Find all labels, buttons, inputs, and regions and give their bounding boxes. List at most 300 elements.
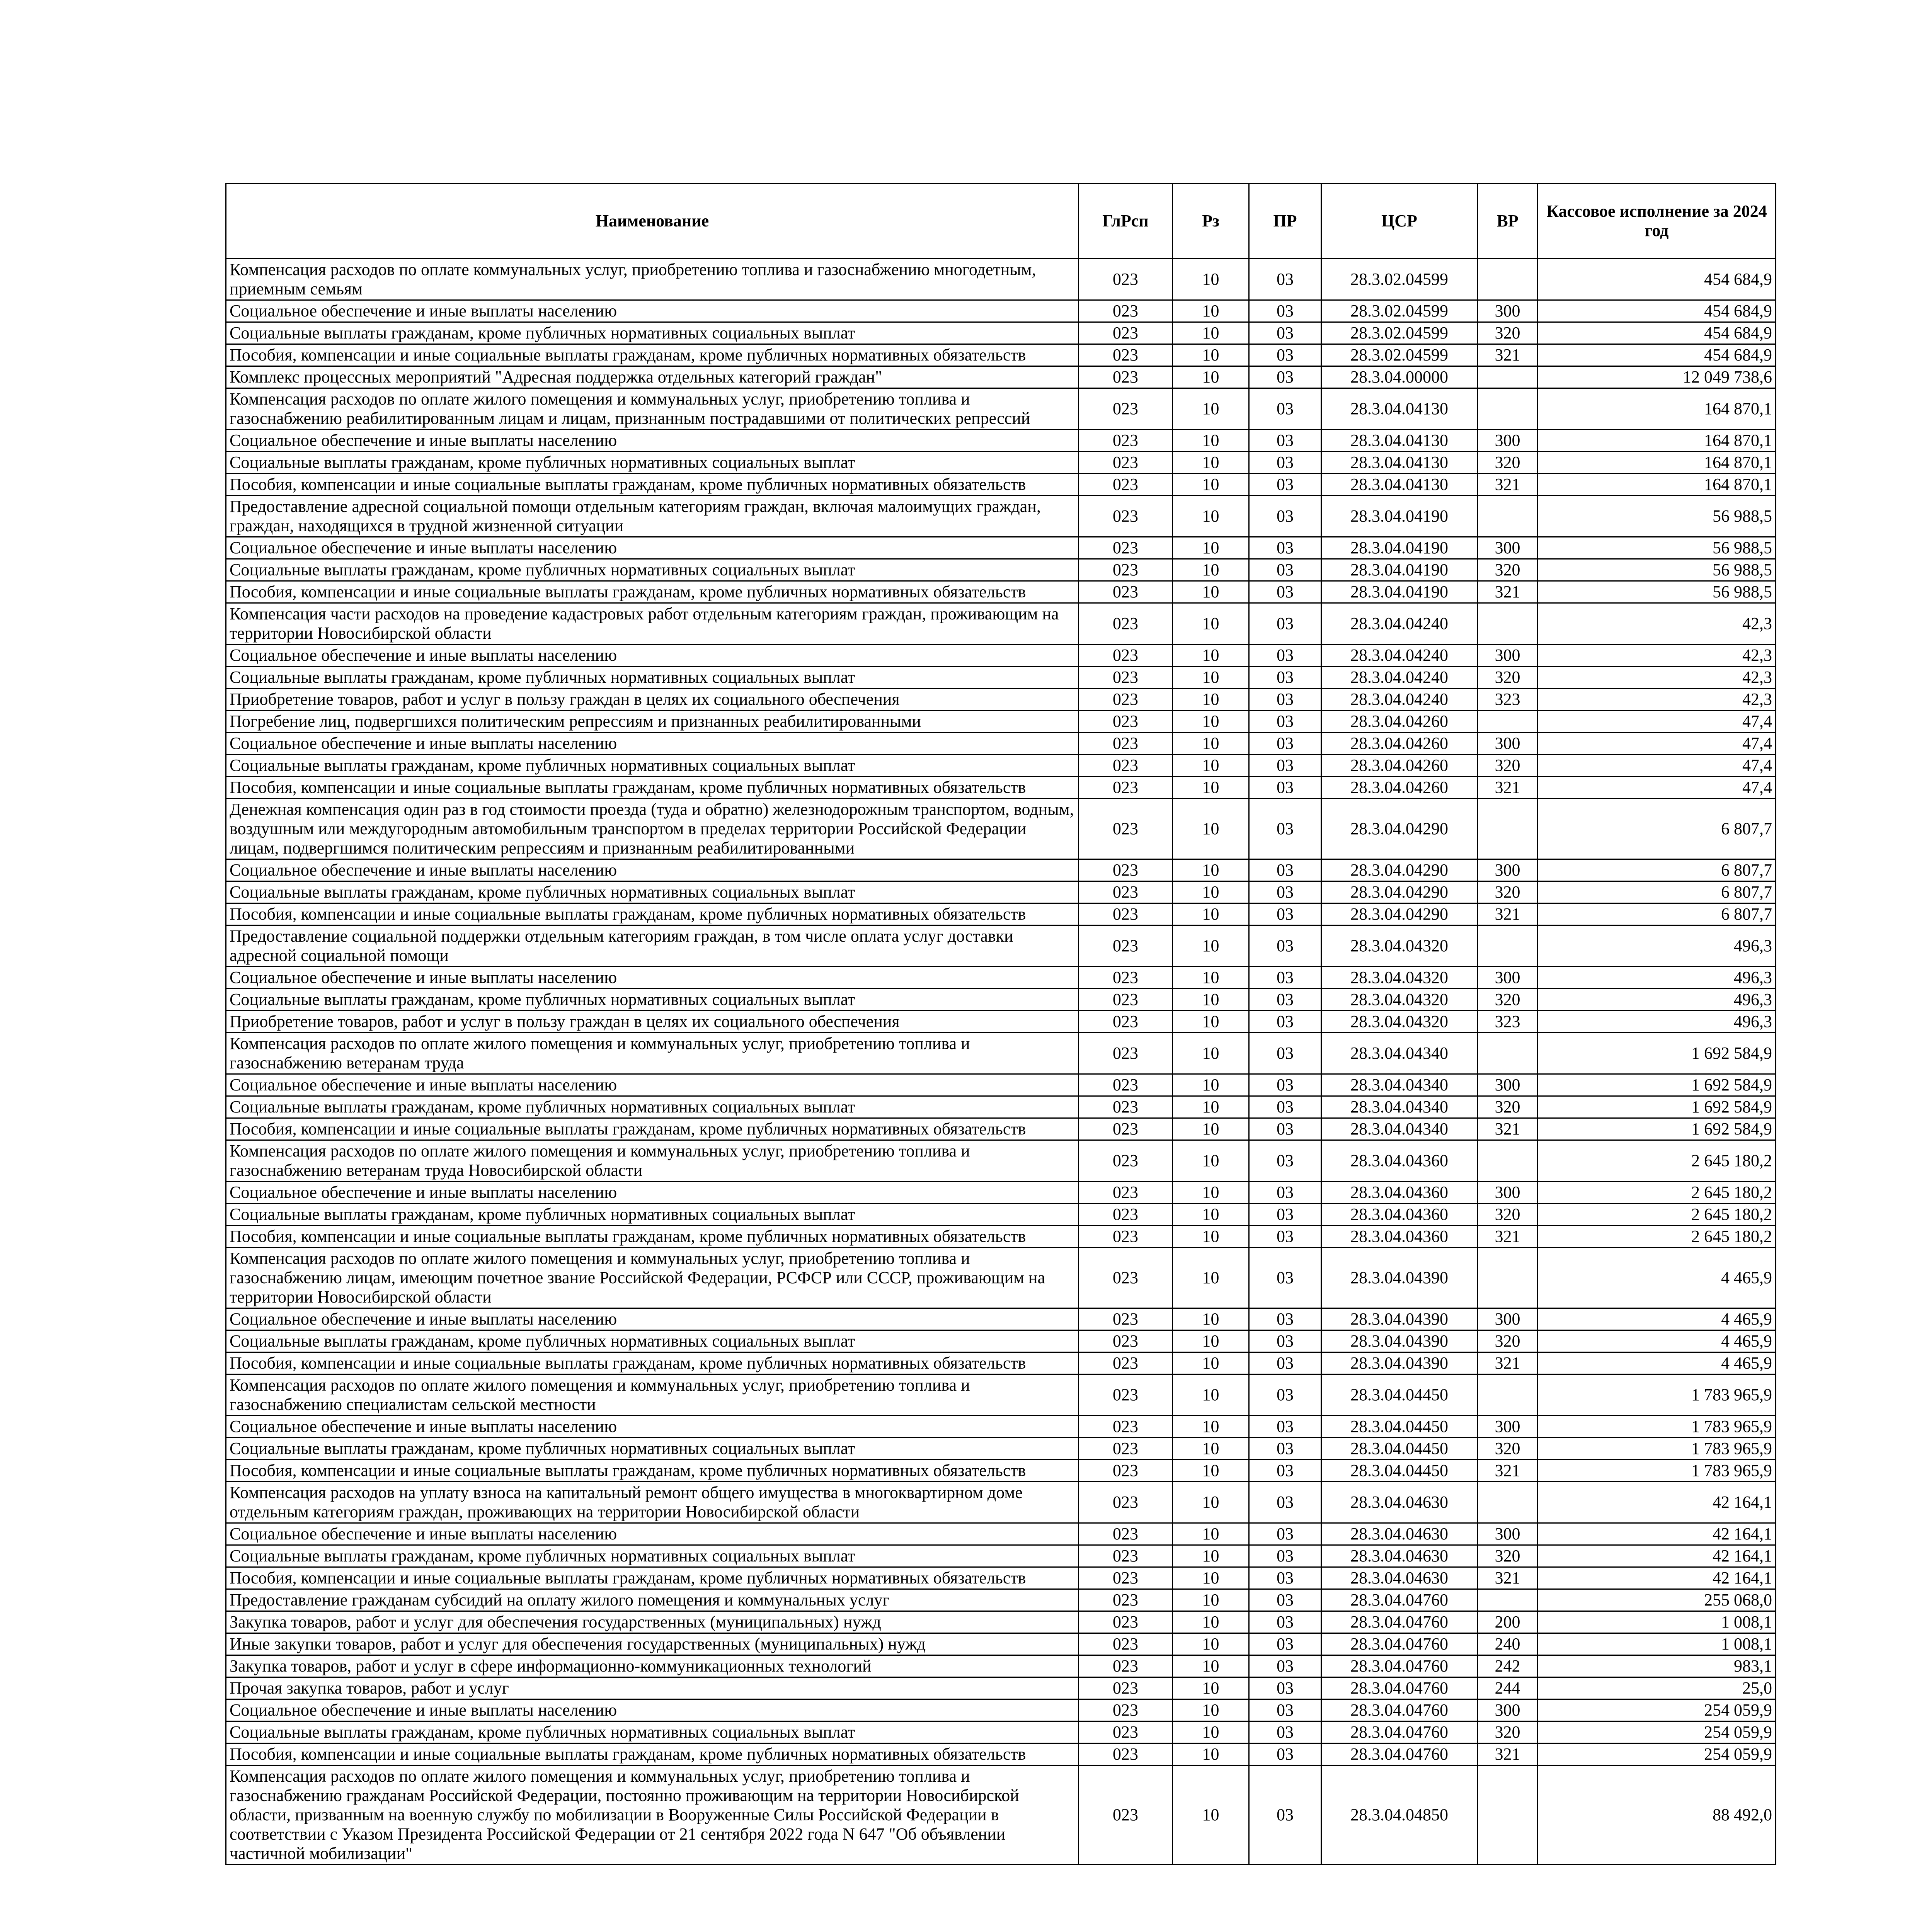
row-amount: 1 783 965,9: [1538, 1416, 1776, 1438]
header-name: Наименование: [226, 184, 1079, 259]
row-glrsp: 023: [1079, 1721, 1173, 1743]
table-row: [226, 537, 1776, 559]
row-pr: 03: [1249, 1655, 1321, 1677]
row-amount: 47,4: [1538, 777, 1776, 799]
row-name: Социальные выплаты гражданам, кроме публичных нормативных социальных выплат: [226, 667, 1079, 689]
table-row: [226, 1330, 1776, 1352]
row-pr: 03: [1249, 711, 1321, 733]
row-vr: 300: [1478, 645, 1538, 667]
row-csr: 28.3.04.04390: [1321, 1330, 1478, 1352]
row-rz: 10: [1173, 733, 1249, 755]
row-csr: 28.3.04.04340: [1321, 1096, 1478, 1118]
row-vr: 320: [1478, 1330, 1538, 1352]
table-row: [226, 1589, 1776, 1611]
row-glrsp: 023: [1079, 1567, 1173, 1589]
row-amount: 2 645 180,2: [1538, 1140, 1776, 1182]
row-name: Социальные выплаты гражданам, кроме публичных нормативных социальных выплат: [226, 1545, 1079, 1567]
row-amount: 454 684,9: [1538, 322, 1776, 344]
row-pr: 03: [1249, 799, 1321, 859]
table-row: [226, 1352, 1776, 1374]
row-rz: 10: [1173, 1118, 1249, 1140]
row-pr: 03: [1249, 603, 1321, 645]
table-row: [226, 777, 1776, 799]
row-pr: 03: [1249, 689, 1321, 711]
row-pr: 03: [1249, 645, 1321, 667]
row-name: Закупка товаров, работ и услуг в сфере информационно-коммуникационных технологий: [226, 1655, 1079, 1677]
row-rz: 10: [1173, 496, 1249, 537]
row-amount: 1 692 584,9: [1538, 1096, 1776, 1118]
row-amount: 254 059,9: [1538, 1743, 1776, 1765]
row-vr: 321: [1478, 344, 1538, 366]
row-rz: 10: [1173, 667, 1249, 689]
row-rz: 10: [1173, 1096, 1249, 1118]
row-rz: 10: [1173, 1226, 1249, 1248]
row-amount: 454 684,9: [1538, 259, 1776, 300]
row-amount: 496,3: [1538, 967, 1776, 989]
row-vr: 300: [1478, 733, 1538, 755]
row-name: Пособия, компенсации и иные социальные выплаты гражданам, кроме публичных нормативных обязательств: [226, 581, 1079, 603]
row-glrsp: 023: [1079, 388, 1173, 430]
row-csr: 28.3.04.04240: [1321, 689, 1478, 711]
row-glrsp: 023: [1079, 1118, 1173, 1140]
row-glrsp: 023: [1079, 366, 1173, 388]
row-name: Социальное обеспечение и иные выплаты населению: [226, 733, 1079, 755]
row-pr: 03: [1249, 1248, 1321, 1308]
row-pr: 03: [1249, 755, 1321, 777]
table-row: [226, 1096, 1776, 1118]
row-pr: 03: [1249, 1633, 1321, 1655]
row-amount: 42 164,1: [1538, 1545, 1776, 1567]
row-name: Пособия, компенсации и иные социальные выплаты гражданам, кроме публичных нормативных обязательств: [226, 1226, 1079, 1248]
row-pr: 03: [1249, 388, 1321, 430]
row-rz: 10: [1173, 1011, 1249, 1033]
row-csr: 28.3.04.04190: [1321, 581, 1478, 603]
table-row: [226, 1611, 1776, 1633]
table-row: [226, 1033, 1776, 1074]
row-glrsp: 023: [1079, 733, 1173, 755]
row-name: Социальное обеспечение и иные выплаты населению: [226, 1074, 1079, 1096]
row-name: Пособия, компенсации и иные социальные выплаты гражданам, кроме публичных нормативных обязательств: [226, 777, 1079, 799]
table-row: [226, 903, 1776, 925]
row-csr: 28.3.04.04450: [1321, 1460, 1478, 1482]
row-csr: 28.3.04.04130: [1321, 430, 1478, 452]
row-rz: 10: [1173, 903, 1249, 925]
row-vr: 321: [1478, 777, 1538, 799]
table-row: [226, 1743, 1776, 1765]
row-glrsp: 023: [1079, 989, 1173, 1011]
row-glrsp: 023: [1079, 1140, 1173, 1182]
row-rz: 10: [1173, 1721, 1249, 1743]
row-csr: 28.3.04.04450: [1321, 1438, 1478, 1460]
table-row: [226, 300, 1776, 322]
row-name: Пособия, компенсации и иные социальные выплаты гражданам, кроме публичных нормативных обязательств: [226, 903, 1079, 925]
row-pr: 03: [1249, 1416, 1321, 1438]
row-csr: 28.3.04.04760: [1321, 1611, 1478, 1633]
row-name: Компенсация расходов по оплате жилого помещения и коммунальных услуг, приобретению топлива и газоснабжению специалистам сельской местности: [226, 1374, 1079, 1416]
table-row: [226, 859, 1776, 881]
row-amount: 1 692 584,9: [1538, 1033, 1776, 1074]
table-row: [226, 430, 1776, 452]
row-amount: 1 692 584,9: [1538, 1118, 1776, 1140]
row-glrsp: 023: [1079, 1611, 1173, 1633]
row-rz: 10: [1173, 1655, 1249, 1677]
row-name: Пособия, компенсации и иные социальные выплаты гражданам, кроме публичных нормативных обязательств: [226, 344, 1079, 366]
row-rz: 10: [1173, 259, 1249, 300]
row-csr: 28.3.04.04450: [1321, 1374, 1478, 1416]
table-row: [226, 581, 1776, 603]
table-row: [226, 603, 1776, 645]
row-pr: 03: [1249, 903, 1321, 925]
row-name: Социальные выплаты гражданам, кроме публичных нормативных социальных выплат: [226, 881, 1079, 903]
row-name: Социальные выплаты гражданам, кроме публичных нормативных социальных выплат: [226, 322, 1079, 344]
row-pr: 03: [1249, 667, 1321, 689]
row-name: Пособия, компенсации и иные социальные выплаты гражданам, кроме публичных нормативных обязательств: [226, 1118, 1079, 1140]
row-name: Пособия, компенсации и иные социальные выплаты гражданам, кроме публичных нормативных обязательств: [226, 1743, 1079, 1765]
row-name: Социальное обеспечение и иные выплаты населению: [226, 430, 1079, 452]
row-pr: 03: [1249, 322, 1321, 344]
row-rz: 10: [1173, 881, 1249, 903]
row-glrsp: 023: [1079, 1226, 1173, 1248]
row-csr: 28.3.04.04630: [1321, 1482, 1478, 1523]
row-vr: 300: [1478, 859, 1538, 881]
header-pr: ПР: [1249, 184, 1321, 259]
row-csr: 28.3.02.04599: [1321, 300, 1478, 322]
row-glrsp: 023: [1079, 1011, 1173, 1033]
row-csr: 28.3.04.04360: [1321, 1226, 1478, 1248]
table-header: [226, 184, 1776, 259]
row-vr: [1478, 1589, 1538, 1611]
row-amount: 2 645 180,2: [1538, 1226, 1776, 1248]
row-csr: 28.3.04.04390: [1321, 1352, 1478, 1374]
row-amount: 983,1: [1538, 1655, 1776, 1677]
row-amount: 47,4: [1538, 711, 1776, 733]
row-pr: 03: [1249, 1074, 1321, 1096]
row-rz: 10: [1173, 925, 1249, 967]
row-pr: 03: [1249, 1118, 1321, 1140]
row-glrsp: 023: [1079, 1074, 1173, 1096]
table-row: [226, 1655, 1776, 1677]
row-name: Социальное обеспечение и иные выплаты населению: [226, 967, 1079, 989]
row-name: Денежная компенсация один раз в год стоимости проезда (туда и обратно) железнодорожным транспортом, водным, воздушным или междугородным автомобильным транспортом в пределах территории Российской Федерации лицам, подвергшимся политическим репрессиям и признанным реабилитированными: [226, 799, 1079, 859]
row-name: Социальные выплаты гражданам, кроме публичных нормативных социальных выплат: [226, 1330, 1079, 1352]
row-name: Социальные выплаты гражданам, кроме публичных нормативных социальных выплат: [226, 1204, 1079, 1226]
row-csr: 28.3.04.04630: [1321, 1567, 1478, 1589]
table-row: [226, 1248, 1776, 1308]
row-rz: 10: [1173, 1482, 1249, 1523]
row-rz: 10: [1173, 645, 1249, 667]
row-csr: 28.3.04.04260: [1321, 711, 1478, 733]
row-rz: 10: [1173, 322, 1249, 344]
row-csr: 28.3.04.04360: [1321, 1140, 1478, 1182]
row-glrsp: 023: [1079, 474, 1173, 496]
table-row: [226, 1677, 1776, 1699]
row-glrsp: 023: [1079, 925, 1173, 967]
header-vr: ВР: [1478, 184, 1538, 259]
row-name: Компенсация расходов на уплату взноса на капитальный ремонт общего имущества в многоквартирном доме отдельным категориям граждан, проживающих на территории Новосибирской области: [226, 1482, 1079, 1523]
header-row: [226, 184, 1776, 259]
row-vr: [1478, 1374, 1538, 1416]
row-rz: 10: [1173, 1352, 1249, 1374]
row-vr: 320: [1478, 1438, 1538, 1460]
row-pr: 03: [1249, 1699, 1321, 1721]
row-vr: [1478, 1482, 1538, 1523]
table-row: [226, 322, 1776, 344]
row-name: Погребение лиц, подвергшихся политическим репрессиям и признанных реабилитированными: [226, 711, 1079, 733]
table-row: [226, 1438, 1776, 1460]
row-rz: 10: [1173, 799, 1249, 859]
table-row: [226, 1226, 1776, 1248]
row-csr: 28.3.04.04340: [1321, 1118, 1478, 1140]
row-amount: 254 059,9: [1538, 1721, 1776, 1743]
row-amount: 454 684,9: [1538, 344, 1776, 366]
row-csr: 28.3.04.04130: [1321, 474, 1478, 496]
row-csr: 28.3.04.04450: [1321, 1416, 1478, 1438]
row-amount: 1 783 965,9: [1538, 1460, 1776, 1482]
row-name: Социальное обеспечение и иные выплаты населению: [226, 859, 1079, 881]
row-csr: 28.3.04.04760: [1321, 1699, 1478, 1721]
row-csr: 28.3.04.04240: [1321, 667, 1478, 689]
row-amount: 42 164,1: [1538, 1482, 1776, 1523]
row-name: Социальное обеспечение и иные выплаты населению: [226, 645, 1079, 667]
row-rz: 10: [1173, 1330, 1249, 1352]
row-vr: 320: [1478, 559, 1538, 581]
row-name: Социальные выплаты гражданам, кроме публичных нормативных социальных выплат: [226, 1721, 1079, 1743]
row-pr: 03: [1249, 1140, 1321, 1182]
row-glrsp: 023: [1079, 903, 1173, 925]
row-rz: 10: [1173, 388, 1249, 430]
row-csr: 28.3.04.00000: [1321, 366, 1478, 388]
row-name: Пособия, компенсации и иные социальные выплаты гражданам, кроме публичных нормативных обязательств: [226, 1567, 1079, 1589]
row-rz: 10: [1173, 1416, 1249, 1438]
row-name: Предоставление социальной поддержки отдельным категориям граждан, в том числе оплата услуг доставки адресной социальной помощи: [226, 925, 1079, 967]
row-pr: 03: [1249, 1011, 1321, 1033]
row-vr: [1478, 259, 1538, 300]
row-glrsp: 023: [1079, 430, 1173, 452]
row-glrsp: 023: [1079, 777, 1173, 799]
row-vr: 300: [1478, 1074, 1538, 1096]
table-row: [226, 559, 1776, 581]
table-row: [226, 989, 1776, 1011]
row-name: Социальные выплаты гражданам, кроме публичных нормативных социальных выплат: [226, 989, 1079, 1011]
row-vr: 320: [1478, 1545, 1538, 1567]
row-amount: 42,3: [1538, 689, 1776, 711]
row-vr: [1478, 496, 1538, 537]
row-glrsp: 023: [1079, 859, 1173, 881]
row-rz: 10: [1173, 452, 1249, 474]
row-rz: 10: [1173, 581, 1249, 603]
row-rz: 10: [1173, 1074, 1249, 1096]
row-amount: 88 492,0: [1538, 1765, 1776, 1865]
row-csr: 28.3.04.04320: [1321, 989, 1478, 1011]
budget-execution-table: [225, 183, 1776, 1865]
row-vr: 300: [1478, 967, 1538, 989]
row-glrsp: 023: [1079, 259, 1173, 300]
row-glrsp: 023: [1079, 689, 1173, 711]
row-csr: 28.3.04.04390: [1321, 1248, 1478, 1308]
row-name: Социальное обеспечение и иные выплаты населению: [226, 1523, 1079, 1545]
table-row: [226, 755, 1776, 777]
row-csr: 28.3.04.04320: [1321, 967, 1478, 989]
header-csr: ЦСР: [1321, 184, 1478, 259]
row-amount: 164 870,1: [1538, 430, 1776, 452]
row-amount: 1 008,1: [1538, 1633, 1776, 1655]
row-amount: 4 465,9: [1538, 1248, 1776, 1308]
row-amount: 6 807,7: [1538, 859, 1776, 881]
row-name: Компенсация расходов по оплате жилого помещения и коммунальных услуг, приобретению топлива и газоснабжению лицам, имеющим почетное звание Российской Федерации, РСФСР или СССР, проживающим на территории Новосибирской области: [226, 1248, 1079, 1308]
row-vr: 240: [1478, 1633, 1538, 1655]
row-glrsp: 023: [1079, 1523, 1173, 1545]
table-row: [226, 1545, 1776, 1567]
table-row: [226, 925, 1776, 967]
row-rz: 10: [1173, 474, 1249, 496]
row-vr: [1478, 1248, 1538, 1308]
row-pr: 03: [1249, 1523, 1321, 1545]
row-amount: 25,0: [1538, 1677, 1776, 1699]
table-row: [226, 799, 1776, 859]
row-pr: 03: [1249, 777, 1321, 799]
row-amount: 1 008,1: [1538, 1611, 1776, 1633]
row-vr: 300: [1478, 1182, 1538, 1204]
row-pr: 03: [1249, 989, 1321, 1011]
row-rz: 10: [1173, 344, 1249, 366]
table-row: [226, 496, 1776, 537]
table-row: [226, 1567, 1776, 1589]
table-row: [226, 366, 1776, 388]
row-glrsp: 023: [1079, 1182, 1173, 1204]
table-row: [226, 344, 1776, 366]
row-name: Социальное обеспечение и иные выплаты населению: [226, 1416, 1079, 1438]
row-amount: 56 988,5: [1538, 496, 1776, 537]
row-rz: 10: [1173, 711, 1249, 733]
row-pr: 03: [1249, 1226, 1321, 1248]
table-row: [226, 1721, 1776, 1743]
row-glrsp: 023: [1079, 881, 1173, 903]
row-name: Предоставление адресной социальной помощи отдельным категориям граждан, включая малоимущих граждан, граждан, находящихся в трудной жизненной ситуации: [226, 496, 1079, 537]
row-name: Закупка товаров, работ и услуг для обеспечения государственных (муниципальных) нужд: [226, 1611, 1079, 1633]
row-rz: 10: [1173, 689, 1249, 711]
row-vr: 320: [1478, 989, 1538, 1011]
row-amount: 4 465,9: [1538, 1352, 1776, 1374]
row-vr: 300: [1478, 1308, 1538, 1330]
table-row: [226, 689, 1776, 711]
row-rz: 10: [1173, 1699, 1249, 1721]
table-row: [226, 1416, 1776, 1438]
row-amount: 1 783 965,9: [1538, 1374, 1776, 1416]
row-glrsp: 023: [1079, 799, 1173, 859]
row-vr: 320: [1478, 452, 1538, 474]
row-pr: 03: [1249, 925, 1321, 967]
row-rz: 10: [1173, 1589, 1249, 1611]
row-vr: 300: [1478, 1699, 1538, 1721]
row-amount: 6 807,7: [1538, 903, 1776, 925]
row-glrsp: 023: [1079, 1352, 1173, 1374]
row-amount: 47,4: [1538, 755, 1776, 777]
row-vr: [1478, 1033, 1538, 1074]
row-pr: 03: [1249, 859, 1321, 881]
row-pr: 03: [1249, 581, 1321, 603]
row-rz: 10: [1173, 1523, 1249, 1545]
row-pr: 03: [1249, 1096, 1321, 1118]
row-csr: 28.3.04.04290: [1321, 903, 1478, 925]
row-amount: 2 645 180,2: [1538, 1182, 1776, 1204]
row-rz: 10: [1173, 430, 1249, 452]
row-csr: 28.3.04.04320: [1321, 925, 1478, 967]
row-csr: 28.3.04.04760: [1321, 1721, 1478, 1743]
row-csr: 28.3.02.04599: [1321, 344, 1478, 366]
table-row: [226, 733, 1776, 755]
row-glrsp: 023: [1079, 559, 1173, 581]
row-pr: 03: [1249, 967, 1321, 989]
row-pr: 03: [1249, 1330, 1321, 1352]
row-glrsp: 023: [1079, 344, 1173, 366]
row-pr: 03: [1249, 430, 1321, 452]
row-pr: 03: [1249, 366, 1321, 388]
row-glrsp: 023: [1079, 1096, 1173, 1118]
row-pr: 03: [1249, 1460, 1321, 1482]
row-csr: 28.3.04.04260: [1321, 733, 1478, 755]
row-rz: 10: [1173, 859, 1249, 881]
row-glrsp: 023: [1079, 1545, 1173, 1567]
row-vr: [1478, 925, 1538, 967]
table-row: [226, 1308, 1776, 1330]
row-amount: 42,3: [1538, 645, 1776, 667]
row-rz: 10: [1173, 1765, 1249, 1865]
row-pr: 03: [1249, 1033, 1321, 1074]
table-row: [226, 1699, 1776, 1721]
row-rz: 10: [1173, 1567, 1249, 1589]
row-csr: 28.3.02.04599: [1321, 322, 1478, 344]
row-rz: 10: [1173, 1545, 1249, 1567]
table-row: [226, 881, 1776, 903]
row-amount: 454 684,9: [1538, 300, 1776, 322]
row-pr: 03: [1249, 1589, 1321, 1611]
row-glrsp: 023: [1079, 1699, 1173, 1721]
row-amount: 1 783 965,9: [1538, 1438, 1776, 1460]
row-csr: 28.3.04.04190: [1321, 559, 1478, 581]
row-amount: 1 692 584,9: [1538, 1074, 1776, 1096]
row-csr: 28.3.04.04290: [1321, 859, 1478, 881]
row-rz: 10: [1173, 777, 1249, 799]
row-csr: 28.3.02.04599: [1321, 259, 1478, 300]
row-rz: 10: [1173, 1374, 1249, 1416]
table-row: [226, 1204, 1776, 1226]
row-name: Социальное обеспечение и иные выплаты населению: [226, 537, 1079, 559]
row-glrsp: 023: [1079, 1248, 1173, 1308]
row-csr: 28.3.04.04360: [1321, 1204, 1478, 1226]
row-pr: 03: [1249, 537, 1321, 559]
row-pr: 03: [1249, 1765, 1321, 1865]
row-rz: 10: [1173, 755, 1249, 777]
row-pr: 03: [1249, 259, 1321, 300]
table-row: [226, 711, 1776, 733]
row-pr: 03: [1249, 1182, 1321, 1204]
row-amount: 254 059,9: [1538, 1699, 1776, 1721]
row-pr: 03: [1249, 881, 1321, 903]
row-vr: 321: [1478, 1743, 1538, 1765]
row-amount: 12 049 738,6: [1538, 366, 1776, 388]
row-csr: 28.3.04.04190: [1321, 537, 1478, 559]
row-vr: [1478, 799, 1538, 859]
row-rz: 10: [1173, 559, 1249, 581]
row-name: Компенсация расходов по оплате жилого помещения и коммунальных услуг, приобретению топлива и газоснабжению гражданам Российской Федерации, постоянно проживающим на территории Новосибирской области, призванным на военную службу по мобилизации в Вооруженные Силы Российской Федерации в соответствии с Указом Президента Российской Федерации от 21 сентября 2022 года N 647 "Об объявлении частичной мобилизации": [226, 1765, 1079, 1865]
table-body: [226, 259, 1776, 1865]
row-glrsp: 023: [1079, 537, 1173, 559]
table-row: [226, 1482, 1776, 1523]
row-name: Прочая закупка товаров, работ и услуг: [226, 1677, 1079, 1699]
row-vr: 323: [1478, 689, 1538, 711]
row-pr: 03: [1249, 474, 1321, 496]
row-rz: 10: [1173, 989, 1249, 1011]
